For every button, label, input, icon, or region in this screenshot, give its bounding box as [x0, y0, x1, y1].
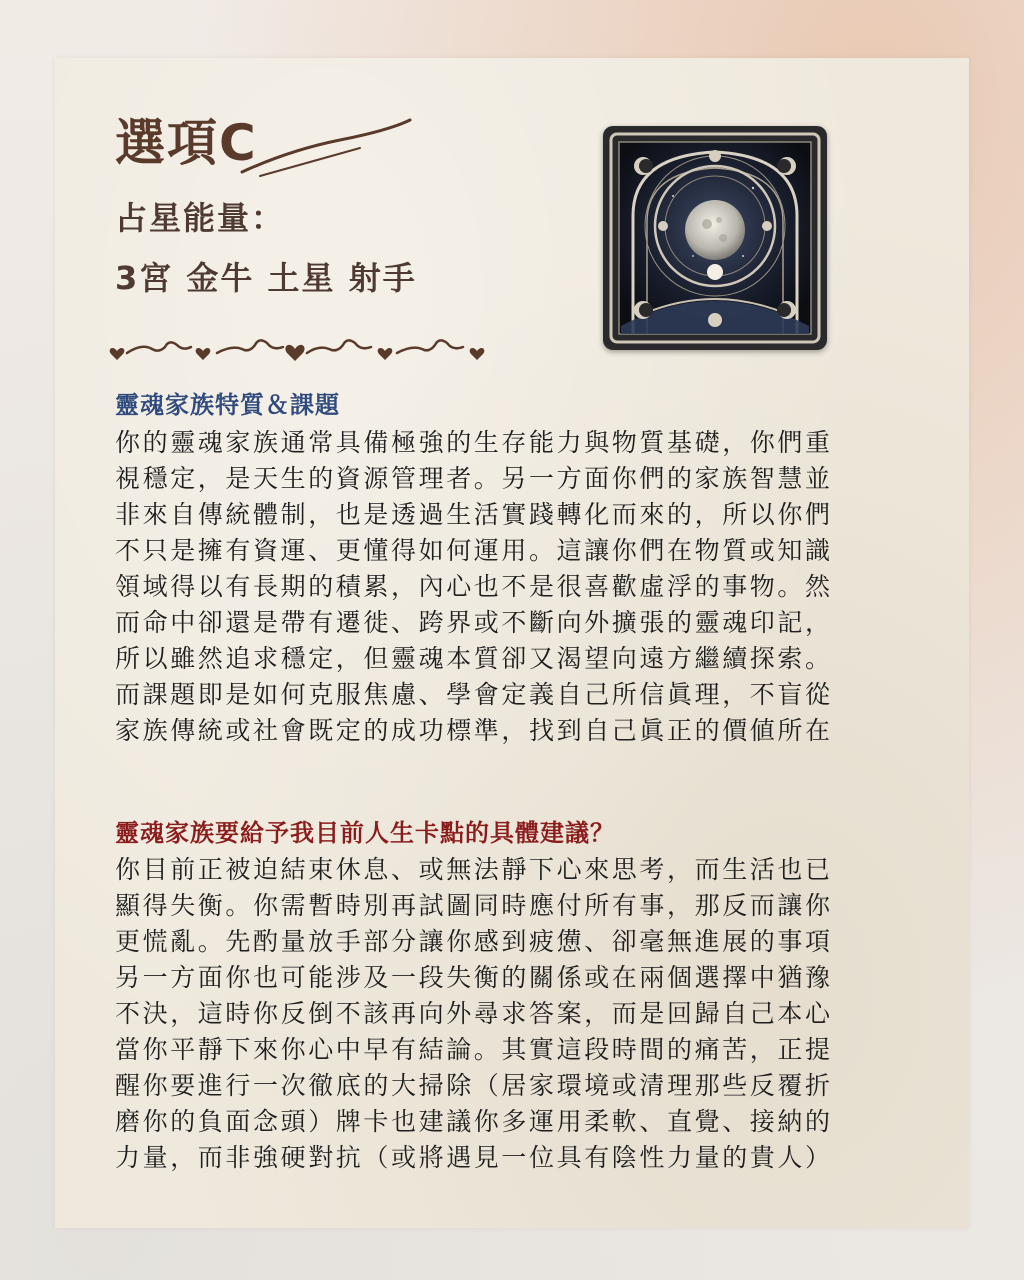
text-line: 視穩定，是天生的資源管理者。另一方面你們的家族智慧並 — [115, 464, 833, 493]
text-line: 你目前正被迫結束休息、或無法靜下心來思考，而生活也已 — [115, 855, 833, 884]
text-line: 家族傳統或社會既定的成功標準，找到自己眞正的價値所在 — [115, 716, 833, 745]
pen-flourish-icon — [230, 110, 420, 190]
advice-text — [115, 852, 915, 1176]
text-line: 而課題即是如何克服焦慮、學會定義自己所信眞理，不盲從 — [115, 680, 833, 709]
text-line: 不決，這時你反倒不該再向外尋求答案，而是回歸自己本心 — [115, 999, 833, 1028]
astro-energy-label: 占星能量： — [115, 199, 286, 237]
text-line: 你的靈魂家族通常具備極強的生存能力與物質基礎，你們重 — [115, 428, 833, 457]
soul-family-traits-heading: 靈魂家族特質＆課題 — [115, 391, 340, 419]
text-line: 另一方面你也可能涉及一段失衡的關係或在兩個選擇中猶豫 — [115, 963, 833, 992]
celestial-moon-tarot-card-icon — [603, 126, 827, 350]
advice-heading: 靈魂家族要給予我目前人生卡點的具體建議？ — [115, 819, 615, 847]
text-line: 而命中卻還是帶有遷徙、跨界或不斷向外擴張的靈魂印記， — [115, 608, 833, 637]
paper-card — [55, 58, 969, 1228]
text-line: 當你平靜下來你心中早有結論。其實這段時間的痛苦，正提 — [115, 1035, 833, 1064]
text-line: 力量，而非強硬對抗（或將遇見一位具有陰性力量的貴人） — [115, 1143, 833, 1172]
astro-placement: 3宮 金牛 土星 射手 — [115, 259, 417, 297]
text-line: 磨你的負面念頭）牌卡也建議你多運用柔軟、直覺、接納的 — [115, 1107, 833, 1136]
text-line: 領域得以有長期的積累，內心也不是很喜歡虛浮的事物。然 — [115, 572, 833, 601]
text-line: 非來自傳統體制，也是透過生活實踐轉化而來的，所以你們 — [115, 500, 833, 529]
option-title: 選項C — [115, 114, 258, 172]
text-line: 醒你要進行一次徹底的大掃除（居家環境或清理那些反覆折 — [115, 1071, 833, 1100]
text-line: 所以雖然追求穩定，但靈魂本質卻又渴望向遠方繼續探索。 — [115, 644, 833, 673]
text-line: 不只是擁有資運、更懂得如何運用。這讓你們在物質或知識 — [115, 536, 833, 565]
text-line: 顯得失衡。你需暫時別再試圖同時應付所有事，那反而讓你 — [115, 891, 833, 920]
text-line: 更慌亂。先酌量放手部分讓你感到疲憊、卻毫無進展的事項 — [115, 927, 833, 956]
soul-family-traits-text — [115, 425, 915, 749]
heart-vine-divider-icon — [107, 323, 487, 363]
